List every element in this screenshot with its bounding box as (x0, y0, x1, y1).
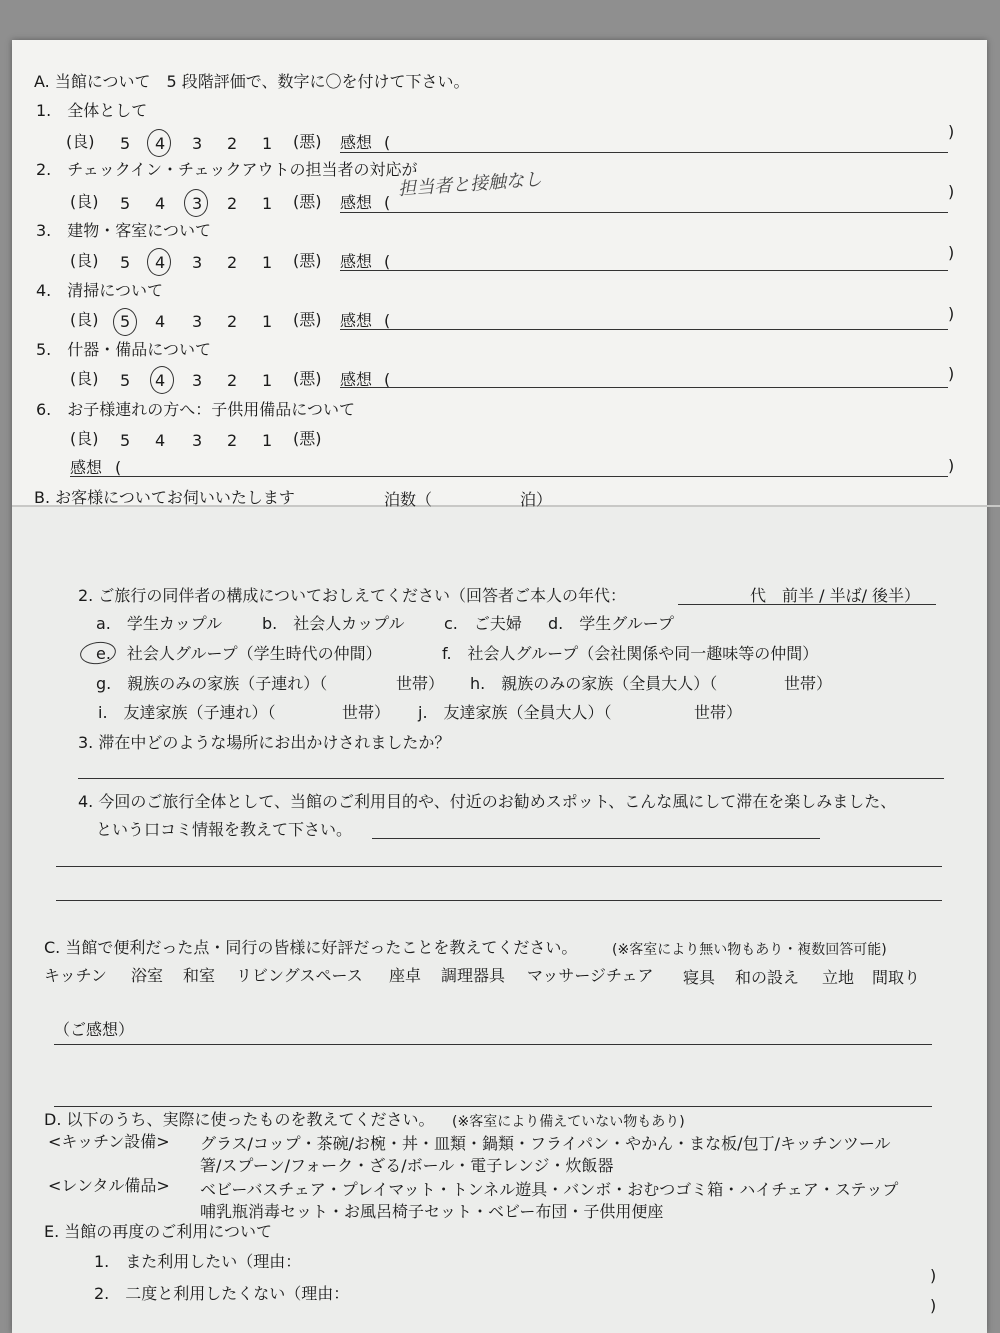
item-1-score-2[interactable]: 2 (227, 134, 238, 153)
item-4-score-3[interactable]: 3 (192, 312, 203, 331)
c-item-location[interactable]: 立地 (822, 968, 855, 987)
item-6-score-4[interactable]: 4 (155, 431, 166, 450)
item-6-score-5[interactable]: 5 (120, 431, 131, 450)
item-6-score-2[interactable]: 2 (227, 431, 238, 450)
option-g-unit: 世帯） (396, 674, 445, 693)
section-e-heading: E. 当館の再度のご利用について (44, 1222, 272, 1241)
item-5-score-4[interactable]: 4 (155, 371, 166, 390)
item-5-label: 5. 什器・備品について (36, 340, 211, 359)
item-2-score-4[interactable]: 4 (155, 194, 166, 213)
option-c[interactable]: c. ご夫婦 (444, 614, 522, 633)
item-4-answer-line[interactable] (340, 329, 948, 330)
item-3-score-5[interactable]: 5 (120, 253, 131, 272)
q4-answer-line-1[interactable] (372, 838, 820, 839)
item-1-score-3[interactable]: 3 (192, 134, 203, 153)
item-3-paren-open: ( (384, 252, 391, 271)
item-5-answer-line[interactable] (340, 387, 948, 388)
circle-mark-icon (113, 308, 137, 336)
item-4-score-2[interactable]: 2 (227, 312, 238, 331)
item-5-score-5[interactable]: 5 (120, 371, 131, 390)
item-2-good: (良) (70, 192, 99, 211)
option-a[interactable]: a. 学生カップル (96, 614, 223, 633)
section-a-heading: A. 当館について 5 段階評価で、数字に〇を付けて下さい。 (34, 72, 470, 91)
option-e[interactable]: e. 社会人グループ（学生時代の仲間） (96, 644, 382, 663)
item-3-score-4[interactable]: 4 (155, 253, 166, 272)
section-c-heading: C. 当館で便利だった点・同行の皆様に好評だったことを教えてください。 (44, 938, 578, 957)
e-option-2-close: ) (930, 1296, 937, 1315)
c-item-zataku[interactable]: 座卓 (389, 966, 422, 985)
item-2-score-2[interactable]: 2 (227, 194, 238, 213)
item-5-kanso: 感想 (340, 370, 373, 389)
item-3-score-1[interactable]: 1 (262, 253, 273, 272)
handwritten-comment: 担当者と接触なし (397, 168, 543, 200)
c-comment-line-1[interactable] (54, 1044, 932, 1045)
item-1-score-4[interactable]: 4 (155, 134, 166, 153)
item-3-kanso: 感想 (340, 252, 373, 271)
item-4-score-1[interactable]: 1 (262, 312, 273, 331)
item-4-bad: (悪) (293, 310, 322, 329)
item-2-label: 2. チェックイン・チェックアウトの担当者の対応が (36, 160, 418, 179)
rental-items-2[interactable]: 哺乳瓶消毒セット・お風呂椅子セット・ベビー布団・子供用便座 (200, 1202, 664, 1221)
q4-answer-line-2[interactable] (56, 866, 942, 867)
circle-mark-icon (147, 129, 171, 157)
e-option-1[interactable]: 1. また利用したい（理由： (94, 1252, 302, 1271)
item-1-paren-open: ( (384, 133, 391, 152)
rental-items-1[interactable]: ベビーバスチェア・プレイマット・トンネル遊具・バンボ・おむつゴミ箱・ハイチェア・ステップ (200, 1180, 899, 1199)
item-6-paren-close: ) (948, 456, 955, 475)
c-comment-label: （ご感想） (54, 1020, 135, 1039)
c-item-bath[interactable]: 浴室 (131, 966, 164, 985)
option-d[interactable]: d. 学生グループ (548, 614, 674, 633)
q4-text-1: 4. 今回のご旅行全体として、当館のご利用目的や、付近のお勧めスポット、こんな風にして滞在を楽しみました、 (78, 792, 897, 811)
circle-mark-icon (184, 189, 208, 217)
circle-mark-icon (147, 248, 171, 276)
item-5-good: (良) (70, 369, 99, 388)
item-2-paren-close: ) (948, 182, 955, 201)
item-2-score-5[interactable]: 5 (120, 194, 131, 213)
c-comment-line-2[interactable] (54, 1106, 932, 1107)
q2-age-options[interactable]: 代 前半 / 半ば/ 後半） (750, 586, 921, 605)
option-b[interactable]: b. 社会人カップル (262, 614, 405, 633)
e-option-1-close: ) (930, 1266, 937, 1285)
item-1-paren-close: ) (948, 122, 955, 141)
nights-unit: 泊） (520, 490, 553, 509)
item-6-bad: (悪) (293, 429, 322, 448)
item-5-paren-close: ) (948, 364, 955, 383)
item-2-score-1[interactable]: 1 (262, 194, 273, 213)
e-option-2[interactable]: 2. 二度と利用したくない（理由： (94, 1284, 350, 1303)
section-b-heading: B. お客様についてお伺いいたします (34, 488, 295, 507)
item-3-answer-line[interactable] (340, 270, 948, 271)
rental-label: <レンタル備品> (48, 1176, 170, 1195)
item-4-score-5[interactable]: 5 (120, 312, 131, 331)
item-5-bad: (悪) (293, 369, 322, 388)
item-4-good: (良) (70, 310, 99, 329)
option-j[interactable]: j. 友達家族（全員大人）（ (418, 703, 612, 722)
option-f[interactable]: f. 社会人グループ（会社関係や同一趣味等の仲間） (442, 644, 819, 663)
option-j-unit: 世帯） (694, 703, 743, 722)
item-6-score-3[interactable]: 3 (192, 431, 203, 450)
c-item-bedding[interactable]: 寝具 (683, 968, 716, 987)
item-1-score-1[interactable]: 1 (262, 134, 273, 153)
item-6-good: (良) (70, 429, 99, 448)
section-c-note: (※客室により無い物もあり・複数回答可能) (612, 942, 887, 958)
item-3-bad: (悪) (293, 251, 322, 270)
item-5-paren-open: ( (384, 370, 391, 389)
item-1-score-5[interactable]: 5 (120, 134, 131, 153)
item-6-paren-open: ( (115, 458, 122, 477)
item-4-label: 4. 清掃について (36, 281, 163, 300)
option-g[interactable]: g. 親族のみの家族（子連れ）（ (96, 674, 328, 693)
item-3-score-2[interactable]: 2 (227, 253, 238, 272)
item-6-label: 6. お子様連れの方へ：子供用備品について (36, 400, 355, 419)
item-5-score-1[interactable]: 1 (262, 371, 273, 390)
item-5-score-2[interactable]: 2 (227, 371, 238, 390)
q2-text: 2. ご旅行の同伴者の構成についておしえてください（回答者ご本人の年代： (78, 586, 627, 605)
item-6-kanso: 感想 (70, 458, 103, 477)
item-6-score-1[interactable]: 1 (262, 431, 273, 450)
section-d-note: (※客室により備えていない物もあり) (452, 1114, 685, 1130)
c-item-wa-decor[interactable]: 和の設え (735, 968, 800, 987)
item-4-paren-close: ) (948, 304, 955, 323)
c-item-washitsu[interactable]: 和室 (183, 966, 216, 985)
item-1-label: 1. 全体として (36, 101, 148, 120)
item-3-score-3[interactable]: 3 (192, 253, 203, 272)
item-4-paren-open: ( (384, 311, 391, 330)
c-item-cookware[interactable]: 調理器具 (441, 966, 506, 985)
item-1-good: (良) (66, 132, 95, 151)
c-item-kitchen[interactable]: キッチン (44, 966, 107, 985)
item-2-answer-line[interactable] (340, 212, 948, 213)
item-2-kanso: 感想 (340, 193, 373, 212)
option-i-unit: 世帯） (342, 703, 391, 722)
item-3-paren-close: ) (948, 243, 955, 262)
option-h[interactable]: h. 親族のみの家族（全員大人）（ (470, 674, 718, 693)
option-i[interactable]: i. 友達家族（子連れ）（ (98, 703, 276, 722)
item-2-paren-open: ( (384, 193, 391, 212)
kitchen-items-2[interactable]: 箸/スプーン/フォーク・ざる/ボール・電子レンジ・炊飯器 (200, 1156, 614, 1175)
item-6-answer-line[interactable] (70, 476, 948, 477)
c-item-massage[interactable]: マッサージチェア (527, 966, 654, 985)
item-2-bad: (悪) (293, 192, 322, 211)
item-4-score-4[interactable]: 4 (155, 312, 166, 331)
option-h-unit: 世帯） (784, 674, 833, 693)
c-item-layout[interactable]: 間取り (872, 968, 921, 987)
circle-mark-icon (150, 366, 174, 394)
kitchen-label: <キッチン設備> (48, 1132, 170, 1151)
item-2-score-3[interactable]: 3 (192, 194, 203, 213)
q3-answer-line[interactable] (78, 778, 944, 779)
nights-label: 泊数（ (384, 490, 433, 509)
q4-text-2: という口コミ情報を教えて下さい。 (96, 820, 353, 839)
item-3-label: 3. 建物・客室について (36, 221, 211, 240)
item-4-kanso: 感想 (340, 311, 373, 330)
item-5-score-3[interactable]: 3 (192, 371, 203, 390)
item-1-answer-line[interactable] (340, 152, 948, 153)
item-1-bad: (悪) (293, 132, 322, 151)
q3-text: 3. 滞在中どのような場所にお出かけされましたか？ (78, 733, 451, 752)
c-item-living[interactable]: リビングスペース (236, 966, 363, 985)
kitchen-items-1[interactable]: グラス/コップ・茶碗/お椀・丼・皿類・鍋類・フライパン・やかん・まな板/包丁/キッチンツール (200, 1134, 891, 1153)
q4-answer-line-3[interactable] (56, 900, 942, 901)
section-d-heading: D. 以下のうち、実際に使ったものを教えてください。 (44, 1110, 435, 1129)
item-3-good: (良) (70, 251, 99, 270)
item-1-kanso: 感想 (340, 133, 373, 152)
